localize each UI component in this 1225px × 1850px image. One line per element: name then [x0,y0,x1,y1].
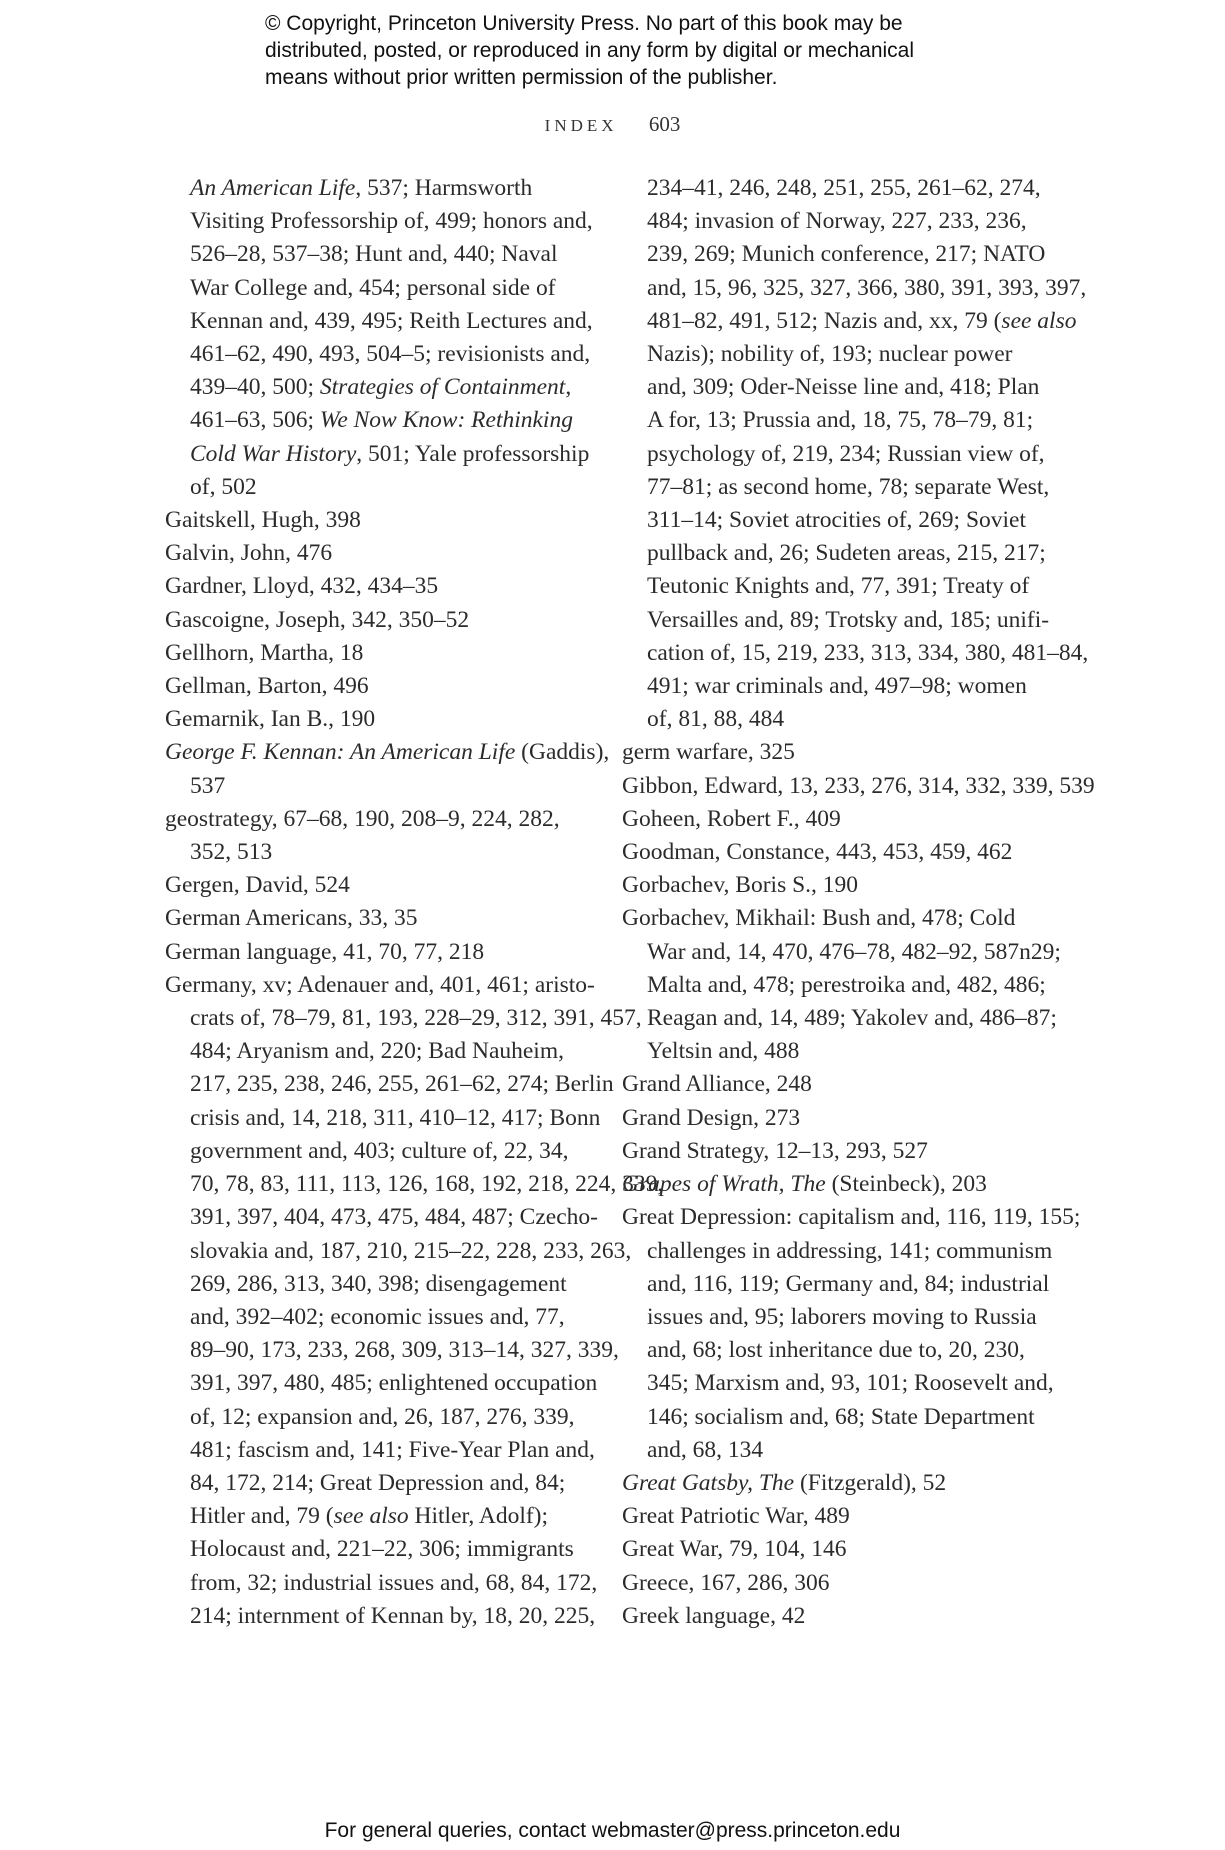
index-entry-continuation: War College and, 454; personal side of [190,274,556,301]
index-entry-continuation: issues and, 95; laborers moving to Russia [647,1303,1037,1330]
index-entry-continuation: 269, 286, 313, 340, 398; disengagement [190,1270,567,1297]
index-entry: Great Depression: capitalism and, 116, 119, 155; [622,1204,1081,1231]
index-entry-continuation: Visiting Professorship of, 499; honors and, [190,208,593,235]
index-entry-continuation: and, 68, 134 [647,1436,764,1463]
index-entry-continuation: of, 502 [190,473,257,500]
index-entry: Goheen, Robert F., 409 [622,805,841,832]
index-entry: Gemarnik, Ian B., 190 [165,706,376,733]
index-entry: Grand Strategy, 12–13, 293, 527 [622,1137,928,1164]
index-entry: Greece, 167, 286, 306 [622,1569,830,1596]
index-entry: Gorbachev, Boris S., 190 [622,872,859,899]
index-entry: Gardner, Lloyd, 432, 434–35 [165,573,439,600]
index-entry-continuation: 146; socialism and, 68; State Department [647,1403,1035,1430]
index-entry-continuation: 481; fascism and, 141; Five-Year Plan and, [190,1436,595,1463]
index-entry-continuation: and, 392–402; economic issues and, 77, [190,1303,565,1330]
index-entry: German language, 41, 70, 77, 218 [165,938,485,965]
index-entry: Grand Alliance, 248 [622,1071,812,1098]
index-entry-continuation: from, 32; industrial issues and, 68, 84, 172, [190,1569,598,1596]
index-entry: German Americans, 33, 35 [165,905,418,932]
index-entry-continuation: 391, 397, 480, 485; enlightened occupation [190,1370,598,1397]
index-entry-continuation: Cold War History, 501; Yale professorship [190,440,590,467]
index-entry-continuation: of, 12; expansion and, 26, 187, 276, 339, [190,1403,575,1430]
index-entry: Great War, 79, 104, 146 [622,1536,847,1563]
index-column-right [622,172,1095,1633]
index-entry-continuation: pullback and, 26; Sudeten areas, 215, 217; [647,540,1046,567]
running-head-label: INDEX [544,116,618,135]
index-entry-continuation: 84, 172, 214; Great Depression and, 84; [190,1469,566,1496]
index-entry-continuation: and, 68; lost inheritance due to, 20, 230, [647,1337,1025,1364]
index-entry-continuation: 214; internment of Kennan by, 18, 20, 225, [190,1602,596,1629]
index-entry-continuation: cation of, 15, 219, 233, 313, 334, 380, 481–84, [647,639,1089,666]
index-entry-continuation: 481–82, 491, 512; Nazis and, xx, 79 (see also [647,307,1077,334]
copyright-line: © Copyright, Princeton University Press. No part of this book may be [265,12,903,35]
index-entry-continuation: 239, 269; Munich conference, 217; NATO [647,241,1046,268]
index-entry: Germany, xv; Adenauer and, 401, 461; aristo- [165,971,595,998]
index-entry-continuation: 537 [190,772,226,799]
running-head [0,112,1225,137]
index-entry-continuation: 234–41, 246, 248, 251, 255, 261–62, 274, [647,175,1041,201]
index-entry-continuation: 391, 397, 404, 473, 475, 484, 487; Czecho- [190,1204,598,1231]
index-entry-continuation: 352, 513 [190,839,273,866]
index-entry-continuation: 484; invasion of Norway, 227, 233, 236, [647,208,1027,235]
index-entry: Grand Design, 273 [622,1104,801,1131]
index-entry: Gellhorn, Martha, 18 [165,639,364,666]
index-entry-continuation: government and, 403; culture of, 22, 34, [190,1137,569,1164]
index-entry-continuation: of, 81, 88, 484 [647,706,785,733]
index-entry-continuation: 345; Marxism and, 93, 101; Roosevelt and, [647,1370,1054,1397]
copyright-line: distributed, posted, or reproduced in any form by digital or mechanical [265,39,915,62]
index-entry-continuation: Holocaust and, 221–22, 306; immigrants [190,1536,574,1563]
index-entry-continuation: 70, 78, 83, 111, 113, 126, 168, 192, 218, 224, 339, [190,1171,664,1198]
index-entry-continuation: 311–14; Soviet atrocities of, 269; Soviet [647,507,1027,534]
copyright-notice [265,10,985,91]
index-entry: Goodman, Constance, 443, 453, 459, 462 [622,839,1013,866]
index-entry-continuation: 89–90, 173, 233, 268, 309, 313–14, 327, 339, [190,1337,619,1364]
index-entry-continuation: crisis and, 14, 218, 311, 410–12, 417; Bonn [190,1104,601,1131]
index-entry-continuation: Yeltsin and, 488 [647,1038,800,1065]
index-entry-continuation: and, 309; Oder-Neisse line and, 418; Plan [647,374,1040,401]
index-entry: Greek language, 42 [622,1602,806,1629]
index-entry-continuation: A for, 13; Prussia and, 18, 75, 78–79, 81; [647,407,1034,434]
index-entry: Gibbon, Edward, 13, 233, 276, 314, 332, 339, 539 [622,772,1095,799]
index-entry-continuation: An American Life, 537; Harmsworth [190,175,533,201]
index-entry-continuation: 77–81; as second home, 78; separate West, [647,473,1050,500]
index-entry: Great Patriotic War, 489 [622,1503,850,1530]
index-entry: germ warfare, 325 [622,739,795,766]
index-column-left [165,172,664,1633]
index-entry-continuation: Versailles and, 89; Trotsky and, 185; unifi- [647,606,1050,633]
index-entry-continuation: slovakia and, 187, 210, 215–22, 228, 233, 263, [190,1237,632,1264]
index-entry-continuation: 491; war criminals and, 497–98; women [647,673,1027,700]
copyright-line: means without prior written permission of the publisher. [265,66,778,89]
index-entry-continuation: 217, 235, 238, 246, 255, 261–62, 274; Berlin [190,1071,614,1098]
index-entry-continuation: Reagan and, 14, 489; Yakolev and, 486–87; [647,1005,1057,1032]
index-entry-continuation: 461–63, 506; We Now Know: Rethinking [190,407,573,434]
index-entry-continuation: Nazis); nobility of, 193; nuclear power [647,341,1013,368]
index-entry-continuation: psychology of, 219, 234; Russian view of, [647,440,1045,467]
index-entry-continuation: Malta and, 478; perestroika and, 482, 486; [647,971,1046,998]
index-entry-continuation: 439–40, 500; Strategies of Containment, [190,374,572,401]
index-entry: Gorbachev, Mikhail: Bush and, 478; Cold [622,905,1016,932]
index-entry-continuation: Hitler and, 79 (see also Hitler, Adolf); [190,1503,549,1530]
index-entry-continuation: and, 116, 119; Germany and, 84; industrial [647,1270,1050,1297]
page-number: 603 [648,112,681,136]
index-entry: Grapes of Wrath, The (Steinbeck), 203 [622,1171,987,1198]
index-entry-continuation: 526–28, 537–38; Hunt and, 440; Naval [190,241,558,268]
index-entry-continuation: and, 15, 96, 325, 327, 366, 380, 391, 393, 397, [647,274,1087,301]
index-entry: George F. Kennan: An American Life (Gaddis), [165,739,610,766]
index-entry-continuation: 461–62, 490, 493, 504–5; revisionists and, [190,341,591,368]
footer-contact: For general queries, contact webmaster@press.princeton.edu [324,1819,901,1842]
index-entry-continuation: Kennan and, 439, 495; Reith Lectures and, [190,307,593,334]
index-entry: Gaitskell, Hugh, 398 [165,507,361,534]
index-entry: Gellman, Barton, 496 [165,673,369,700]
index-entry: Gergen, David, 524 [165,872,350,899]
index-entry-continuation: 484; Aryanism and, 220; Bad Nauheim, [190,1038,564,1065]
index-entry-continuation: challenges in addressing, 141; communism [647,1237,1053,1264]
index-entry-continuation: Teutonic Knights and, 77, 391; Treaty of [647,573,1030,600]
index-entry: geostrategy, 67–68, 190, 208–9, 224, 282, [165,805,560,832]
index-entry: Galvin, John, 476 [165,540,333,567]
index-entry-continuation: War and, 14, 470, 476–78, 482–92, 587n29; [647,938,1061,965]
index-entry: Gascoigne, Joseph, 342, 350–52 [165,606,470,633]
index-entry-continuation: crats of, 78–79, 81, 193, 228–29, 312, 391, 457, [190,1005,642,1032]
index-entry: Great Gatsby, The (Fitzgerald), 52 [622,1469,947,1496]
